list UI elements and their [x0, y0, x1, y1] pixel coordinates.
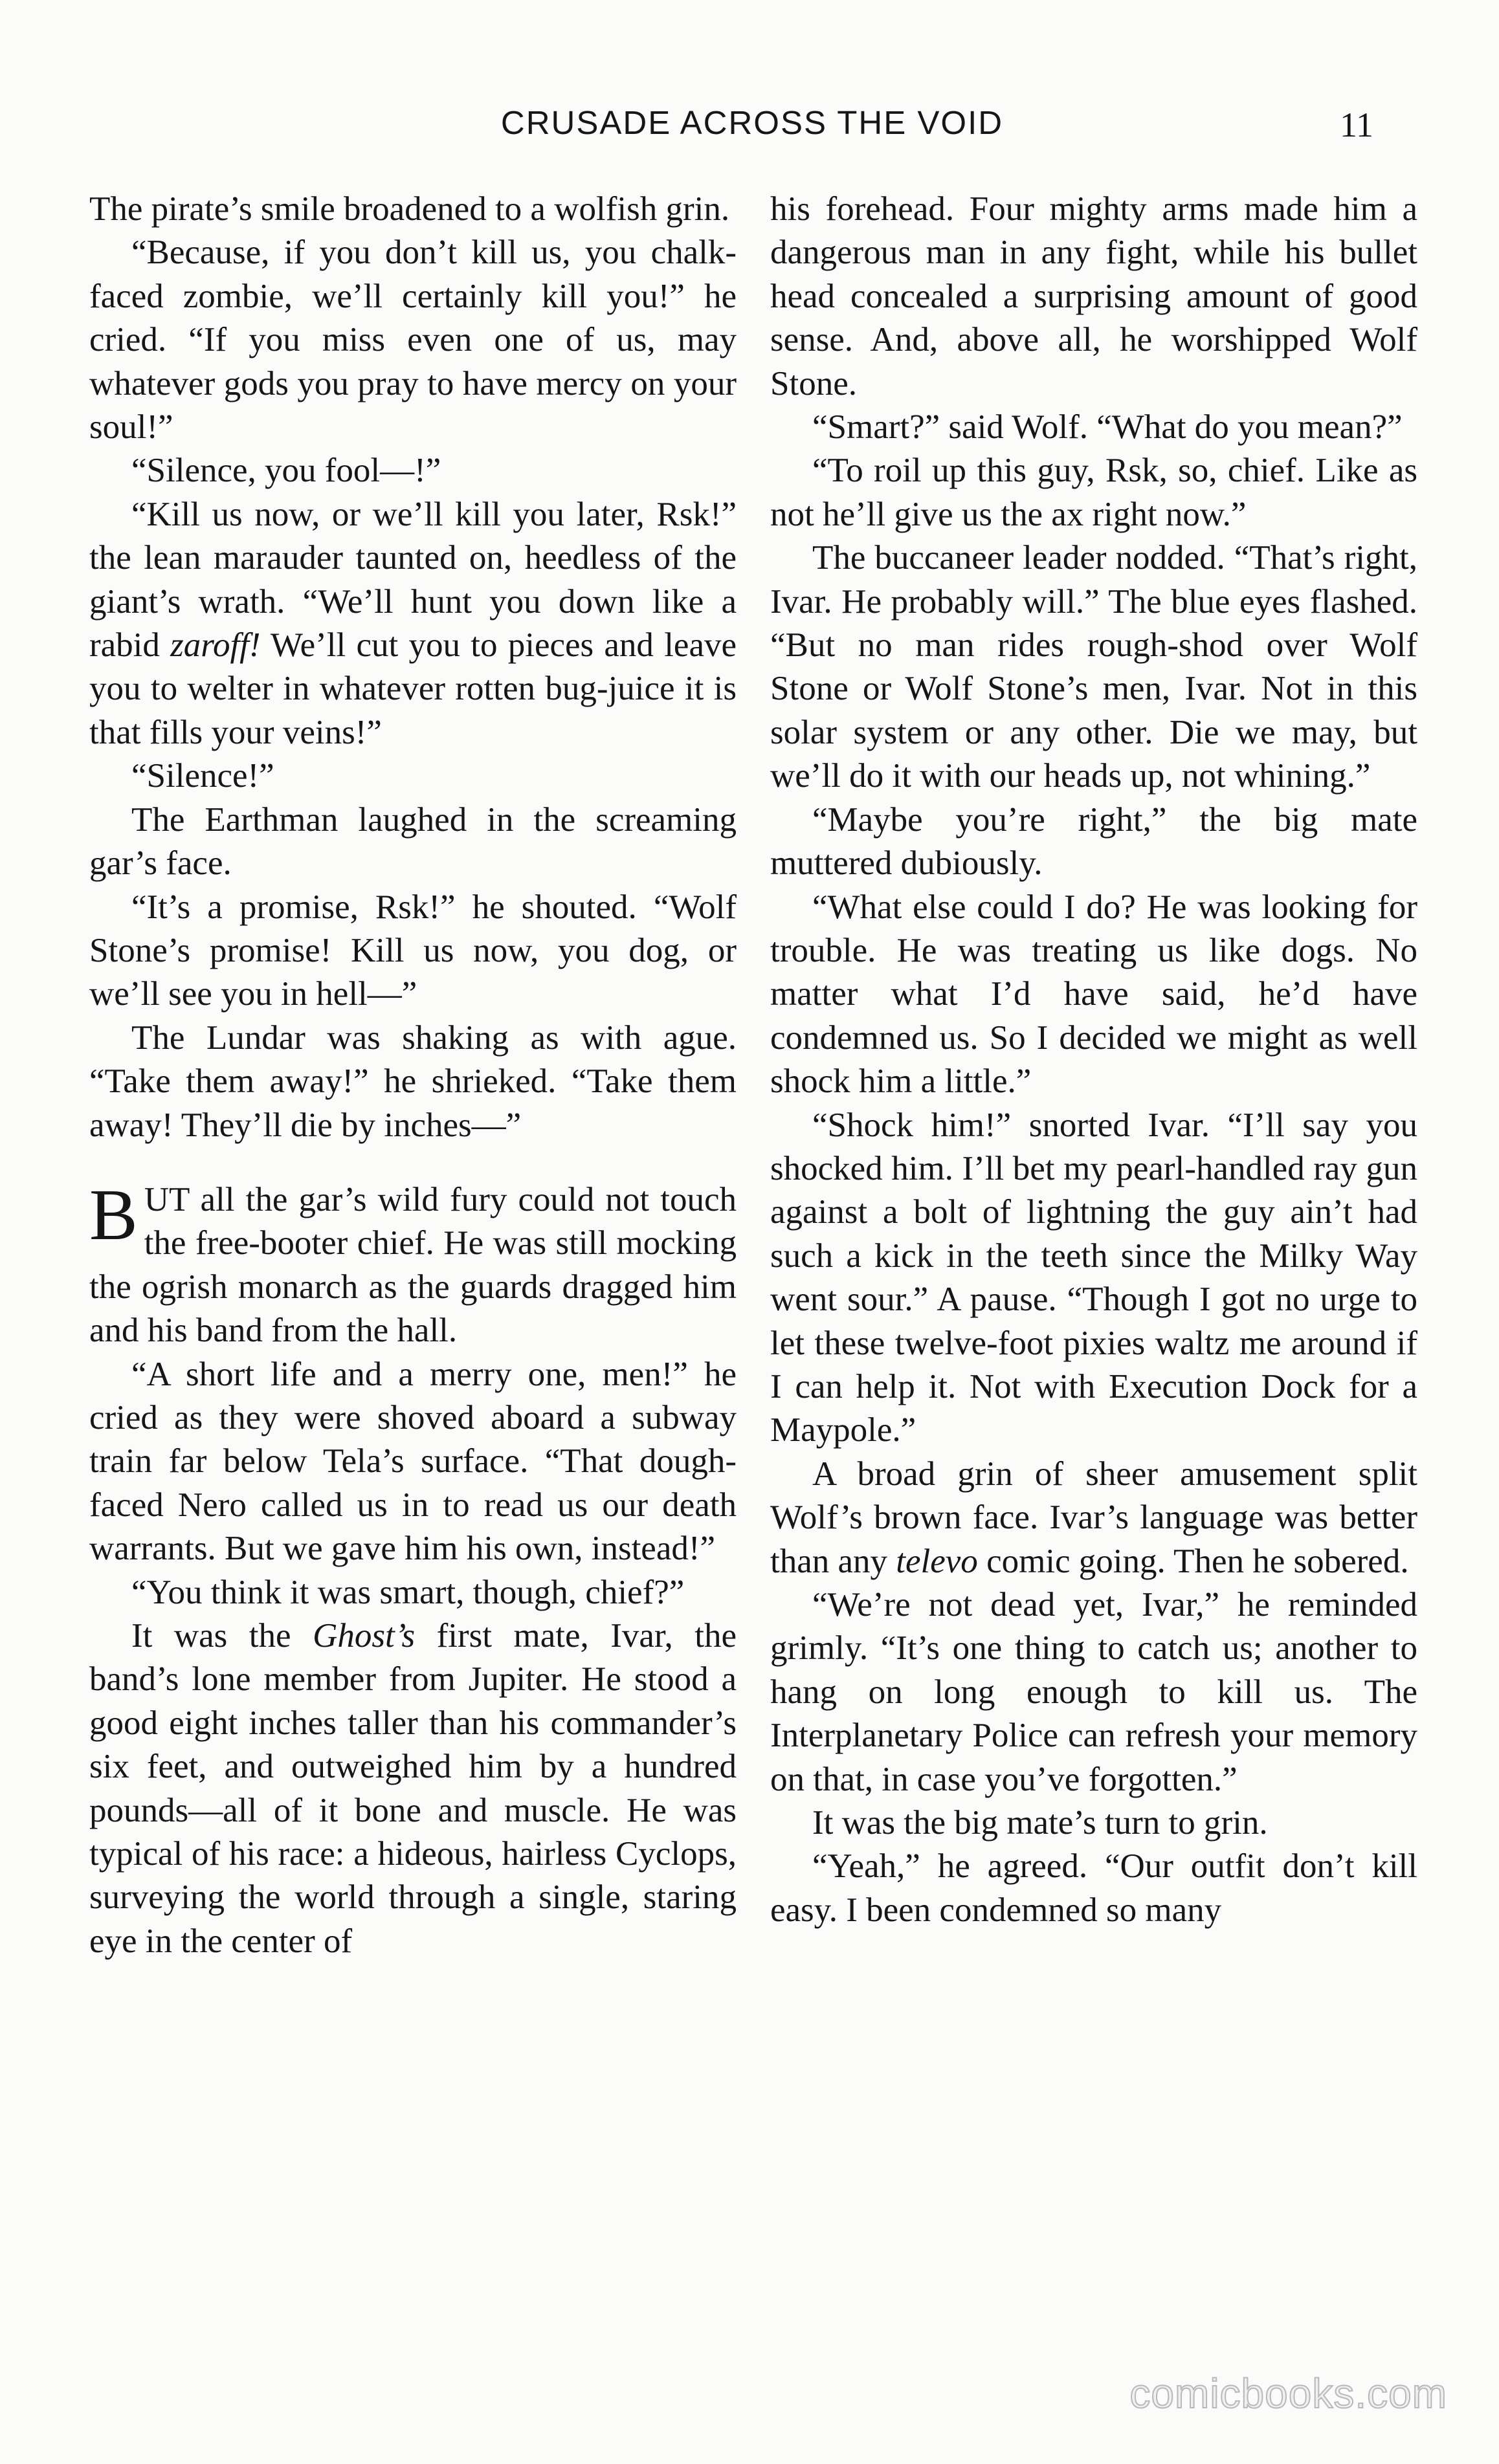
paragraph: “You think it was smart, though, chief?”: [131, 1573, 685, 1611]
text-run: UT all the gar’s wild fury could not touch the free-booter chief. He was still mocking the ogrish monarch as the guards dragged him and his band from the hall.: [89, 1180, 737, 1350]
page-number: 11: [1340, 105, 1373, 144]
paragraph: “Silence, you fool—!”: [131, 452, 441, 490]
right-column: [770, 188, 1417, 1932]
text-run: comic going. Then he sobered.: [977, 1542, 1409, 1580]
italic-word: zaroff!: [170, 626, 261, 665]
paragraph: “Maybe you’re right,” the big mate muttered dubiously.: [770, 800, 1417, 883]
paragraph: “Silence!”: [131, 757, 274, 795]
drop-cap: B: [89, 1174, 138, 1255]
paragraph: The buccaneer leader nodded. “That’s right, Ivar. He probably will.” The blue eyes flashed. “But no man rides rough-shod over Wolf Stone or Wolf Stone’s men, Ivar. Not in this solar system or any other. Die we may, but we’ll do it with our heads up, not whining.”: [770, 539, 1417, 795]
paragraph: “What else could I do? He was looking for trouble. He was treating us like dogs. No matter what I’d have said, he’d have condemned us. So I decided we might as well shock him a little.”: [770, 888, 1417, 1101]
paragraph: [89, 493, 737, 754]
paragraph: “Because, if you don’t kill us, you chalk-faced zombie, we’ll certainly kill you!” he cried. “If you miss even one of us, may whatever gods you pray to have mercy on your soul!”: [89, 234, 737, 446]
text-run: It was the: [131, 1617, 313, 1655]
text-run: We’ll cut you to pieces and leave you to welter in whatever rotten bug-juice it is that fills your veins!”: [89, 626, 737, 751]
paragraph: The Earthman laughed in the screaming gar’s face.: [89, 800, 737, 883]
paragraph: “Yeah,” he agreed. “Our outfit don’t kill easy. I been condemned so many: [770, 1847, 1417, 1929]
paragraph: The Lundar was shaking as with ague. “Take them away!” he shrieked. “Take them away! They’ll die by inches—”: [89, 1018, 737, 1144]
paragraph: “Smart?” said Wolf. “What do you mean?”: [812, 408, 1403, 446]
paragraph: “We’re not dead yet, Ivar,” he reminded grimly. “It’s one thing to catch us; another to hang on long enough to kill us. The Interplanetary Police can refresh your memory on that, in case you’ve forgotten.”: [770, 1586, 1417, 1798]
paragraph: [89, 1614, 737, 1963]
paragraph: “To roil up this guy, Rsk, so, chief. Like as not he’ll give us the ax right now.”: [770, 452, 1417, 533]
italic-word: Ghost’s: [313, 1617, 416, 1655]
watermark: comicbooks.com: [1129, 2370, 1447, 2417]
paragraph: his forehead. Four mighty arms made him a dangerous man in any fight, while his bullet head concealed a surprising amount of good sense. And, above all, he worshipped Wolf Stone.: [770, 190, 1417, 402]
paragraph: The pirate’s smile broadened to a wolfish grin.: [89, 190, 730, 228]
paragraph: “It’s a promise, Rsk!” he shouted. “Wolf Stone’s promise! Kill us now, you dog, or we’ll see you in hell—”: [89, 888, 737, 1013]
page-title: CRUSADE ACROSS THE VOID: [500, 104, 1004, 141]
italic-word: televo: [896, 1542, 978, 1580]
text-run: “Kill us now, or we’ll kill you later, Rsk!” the lean marauder taunted on, heedless of the giant’s wrath. “We’ll hunt you down like a rabid: [89, 495, 737, 665]
left-column: [89, 188, 737, 1963]
text-run: first mate, Ivar, the band’s lone member from Jupiter. He stood a good eight inches taller than his commander’s six feet, and outweighed him by a hundred pounds—all of it bone and muscle. He was typical of his race: a hideous, hairless Cyclops, surveying the world through a single, staring eye in the center of: [89, 1617, 737, 1960]
paragraph: “Shock him!” snorted Ivar. “I’ll say you shocked him. I’ll bet my pearl-handled ray gun against a bolt of lightning the guy ain’t had such a kick in the teeth since the Milky Way went sour.” A pause. “Though I got no urge to let these twelve-foot pixies waltz me around if I can help it. Not with Execution Dock for a Maypole.”: [770, 1106, 1417, 1449]
text-run: A broad grin of sheer amusement split Wolf’s brown face. Ivar’s language was better than any: [770, 1455, 1417, 1580]
paragraph: It was the big mate’s turn to grin.: [812, 1804, 1268, 1842]
paragraph: [770, 1453, 1417, 1583]
paragraph: [89, 1174, 737, 1353]
paragraph: “A short life and a merry one, men!” he cried as they were shoved aboard a subway train far below Tela’s surface. “That dough-faced Nero called us in to read us our death warrants. But we gave him his own, instead!”: [89, 1355, 737, 1568]
